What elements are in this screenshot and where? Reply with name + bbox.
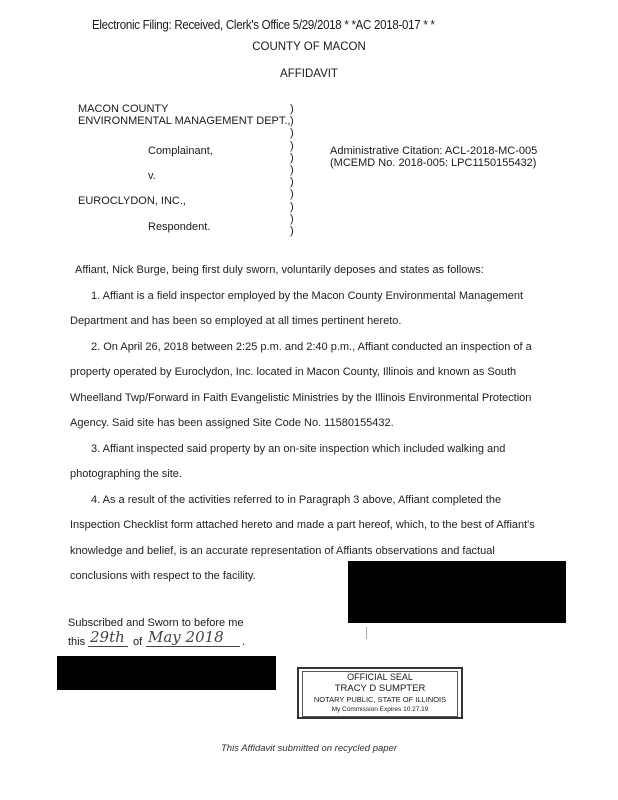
paragraph-1-line-2: Department and has been so employed at all times pertinent hereto. <box>70 315 402 327</box>
citation-number: Administrative Citation: ACL-2018-MC-005 <box>330 145 538 157</box>
seal-title: OFFICIAL SEAL <box>347 672 413 682</box>
redacted-notary-signature <box>57 656 276 690</box>
intro-paragraph: Affiant, Nick Burge, being first duly sworn, voluntarily deposes and states as follows: <box>75 264 484 276</box>
jurat-day-handwritten: 29th <box>90 628 125 646</box>
paragraph-2-line-3: Wheelland Twp/Forward in Faith Evangelistic Ministries by the Illinois Environmental Protection <box>70 392 532 404</box>
respondent-name: EUROCLYDON, INC., <box>78 195 186 207</box>
mcemd-number: (MCEMD No. 2018-005: LPC1150155432) <box>330 157 537 169</box>
versus-label: v. <box>148 170 156 182</box>
paragraph-4-line-2: Inspection Checklist form attached hereto and made a part hereof, which, to the best of Affiant's <box>70 519 535 531</box>
electronic-filing-header: Electronic Filing: Received, Clerk's Office 5/29/2018 * *AC 2018-017 * * <box>92 18 435 32</box>
paragraph-3-line-2: photographing the site. <box>70 468 182 480</box>
respondent-label: Respondent. <box>148 221 211 233</box>
complainant-name-line-1: MACON COUNTY <box>78 103 169 115</box>
caption-parentheses: ) ) ) ) ) ) ) ) ) ) ) <box>290 103 294 238</box>
complainant-label: Complainant, <box>148 145 213 157</box>
paragraph-4-line-3: knowledge and belief, is an accurate representation of Affiants observations and factual <box>70 545 495 557</box>
paragraph-4-line-4: conclusions with respect to the facility. <box>70 570 256 582</box>
paragraph-3-line-1: 3. Affiant inspected said property by an on-site inspection which included walking and <box>91 443 506 455</box>
recycled-paper-footer: This Affidavit submitted on recycled paper <box>220 743 397 754</box>
jurat-period: . <box>242 636 246 648</box>
county-heading: COUNTY OF MACON <box>252 41 366 53</box>
jurat-month-year-handwritten: May 2018 <box>148 628 224 646</box>
paragraph-2-line-4: Agency. Said site has been assigned Site Code No. 11580155432. <box>70 417 394 429</box>
jurat-line: Subscribed and Sworn to before me <box>68 617 244 629</box>
complainant-name-line-2: ENVIRONMENTAL MANAGEMENT DEPT., <box>78 115 291 127</box>
paragraph-1-line-1: 1. Affiant is a field inspector employed by the Macon County Environmental Management <box>91 290 524 302</box>
seal-notary-name: TRACY D SUMPTER <box>334 683 426 694</box>
seal-commission-expires: My Commission Expires 10.27.19 <box>331 706 429 713</box>
jurat-day-underline <box>88 646 128 647</box>
paragraph-2-line-2: property operated by Euroclydon, Inc. located in Macon County, Illinois and known as South <box>70 366 517 378</box>
document-title: AFFIDAVIT <box>280 68 338 80</box>
stray-mark <box>366 627 367 639</box>
redacted-affiant-signature <box>348 561 566 623</box>
jurat-month-underline <box>146 646 240 647</box>
jurat-of: of <box>133 636 143 648</box>
seal-notary-public: NOTARY PUBLIC, STATE OF ILLINOIS <box>313 695 447 704</box>
paragraph-2-line-1: 2. On April 26, 2018 between 2:25 p.m. and 2:40 p.m., Affiant conducted an inspection of a <box>91 341 532 353</box>
paragraph-4-line-1: 4. As a result of the activities referred to in Paragraph 3 above, Affiant completed the <box>91 494 502 506</box>
jurat-this: this <box>68 636 86 648</box>
